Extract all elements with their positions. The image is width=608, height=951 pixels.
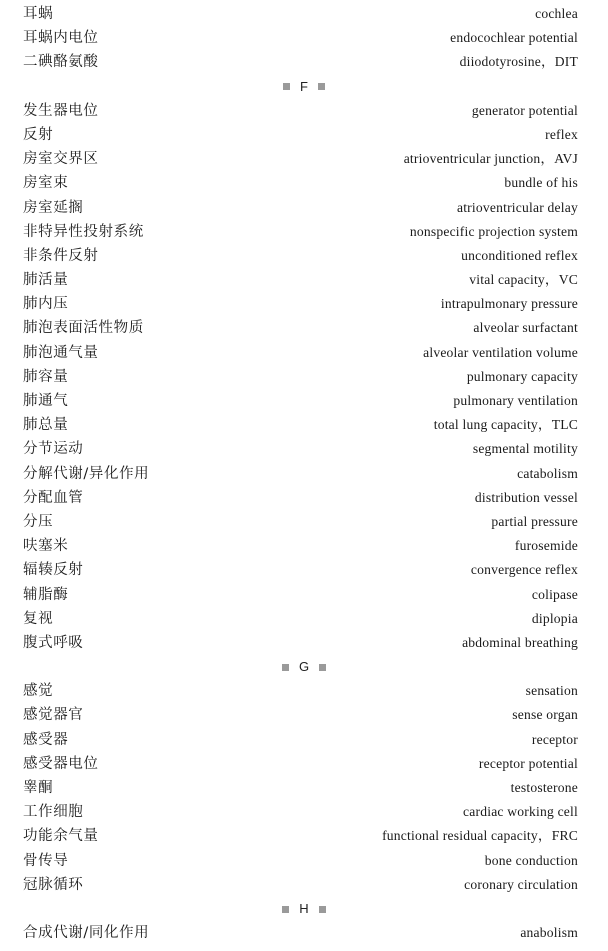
term-english: cardiac working cell	[463, 804, 578, 820]
term-english: anabolism	[520, 925, 578, 941]
term-chinese: 非条件反射	[23, 247, 99, 264]
glossary-entry	[0, 316, 608, 340]
glossary-entry	[0, 99, 608, 123]
term-chinese: 房室束	[23, 175, 69, 192]
section-letter: H	[299, 900, 309, 916]
term-english: diplopia	[531, 610, 578, 626]
term-english: receptor	[531, 731, 578, 747]
term-english: vital capacity，VC	[469, 272, 578, 288]
glossary-entry	[0, 703, 608, 727]
term-english: diiodotyrosine，DIT	[459, 54, 578, 70]
term-chinese: 冠脉循环	[23, 876, 84, 893]
term-chinese: 合成代谢/同化作用	[23, 925, 150, 942]
glossary-entry	[0, 196, 608, 220]
term-chinese: 肺活量	[23, 272, 69, 289]
term-english: colipase	[531, 586, 578, 602]
term-chinese: 房室延搁	[23, 199, 84, 216]
term-chinese: 分解代谢/异化作用	[23, 465, 150, 482]
glossary-entry	[0, 50, 608, 74]
term-chinese: 感觉	[23, 683, 54, 700]
term-english: catabolism	[517, 465, 578, 481]
term-english: intrapulmonary pressure	[440, 296, 578, 312]
section-divider	[0, 75, 608, 99]
term-chinese: 二碘酪氨酸	[23, 54, 99, 71]
divider-square-icon	[282, 906, 289, 913]
glossary-entry	[0, 2, 608, 26]
term-english: generator potential	[471, 102, 578, 118]
term-chinese: 非特异性投射系统	[23, 223, 144, 240]
glossary-entry	[0, 292, 608, 316]
term-chinese: 肺泡表面活性物质	[23, 320, 144, 337]
divider-square-icon	[283, 83, 290, 90]
term-english: partial pressure	[491, 513, 578, 529]
term-english: reflex	[545, 126, 578, 142]
section-divider	[0, 655, 608, 679]
term-english: convergence reflex	[470, 562, 578, 578]
glossary-entry	[0, 824, 608, 848]
glossary-entry	[0, 123, 608, 147]
glossary-entry	[0, 800, 608, 824]
term-english: alveolar surfactant	[473, 320, 578, 336]
glossary-entry	[0, 389, 608, 413]
term-chinese: 分节运动	[23, 441, 84, 458]
term-chinese: 肺通气	[23, 393, 69, 409]
term-chinese: 呋塞米	[23, 538, 69, 555]
glossary-entry	[0, 268, 608, 292]
divider-square-icon	[318, 83, 325, 90]
glossary-entry	[0, 921, 608, 945]
term-english: endocochlear potential	[450, 30, 578, 46]
term-english: sense organ	[512, 707, 578, 723]
term-english: pulmonary ventilation	[453, 393, 578, 408]
section-divider	[0, 897, 608, 921]
term-chinese: 分压	[23, 513, 54, 530]
term-chinese: 耳蜗	[23, 6, 54, 22]
term-english: coronary circulation	[464, 876, 578, 892]
term-chinese: 肺内压	[23, 296, 69, 313]
glossary-entry	[0, 607, 608, 631]
term-chinese: 工作细胞	[23, 804, 84, 821]
term-chinese: 发生器电位	[23, 102, 99, 119]
term-chinese: 肺泡通气量	[23, 344, 99, 361]
term-chinese: 感受器	[23, 731, 69, 748]
glossary-entry	[0, 147, 608, 171]
term-chinese: 功能余气量	[23, 828, 99, 845]
glossary-entry	[0, 534, 608, 558]
term-english: sensation	[525, 683, 578, 699]
term-chinese: 肺总量	[23, 417, 69, 434]
term-chinese: 耳蜗内电位	[23, 30, 99, 47]
glossary-entry	[0, 679, 608, 703]
section-letter: G	[298, 659, 310, 675]
term-english: atrioventricular junction，AVJ	[403, 151, 578, 167]
glossary-entry	[0, 873, 608, 897]
glossary-entry	[0, 413, 608, 437]
term-chinese: 辐辏反射	[23, 562, 84, 579]
glossary-entry	[0, 849, 608, 873]
term-english: bundle of his	[504, 175, 578, 191]
glossary-entry	[0, 26, 608, 50]
term-english: segmental motility	[472, 441, 578, 457]
section-letter: F	[300, 78, 308, 94]
term-chinese: 腹式呼吸	[23, 634, 84, 651]
glossary-list	[0, 2, 608, 945]
divider-square-icon	[282, 664, 289, 671]
glossary-entry	[0, 244, 608, 268]
glossary-entry	[0, 558, 608, 582]
term-english: alveolar ventilation volume	[423, 344, 578, 360]
glossary-entry	[0, 220, 608, 244]
term-chinese: 房室交界区	[23, 151, 99, 168]
glossary-entry	[0, 171, 608, 195]
term-chinese: 复视	[23, 610, 54, 627]
glossary-entry	[0, 341, 608, 365]
term-english: furosemide	[514, 538, 578, 554]
term-english: total lung capacity，TLC	[433, 417, 578, 433]
term-english: unconditioned reflex	[461, 247, 578, 263]
term-english: nonspecific projection system	[409, 223, 578, 239]
term-english: abdominal breathing	[462, 634, 578, 650]
term-english: testosterone	[510, 780, 578, 795]
divider-square-icon	[319, 906, 326, 913]
term-chinese: 反射	[23, 126, 54, 143]
term-chinese: 睾酮	[23, 780, 54, 796]
glossary-entry	[0, 486, 608, 510]
term-chinese: 感觉器官	[23, 707, 84, 724]
term-chinese: 肺容量	[23, 368, 69, 385]
term-chinese: 感受器电位	[23, 755, 99, 772]
term-english: distribution vessel	[474, 489, 578, 505]
term-english: pulmonary capacity	[466, 368, 578, 384]
divider-square-icon	[319, 664, 326, 671]
glossary-entry	[0, 437, 608, 461]
term-english: cochlea	[535, 6, 578, 21]
term-english: bone conduction	[484, 852, 578, 868]
term-english: atrioventricular delay	[456, 199, 578, 215]
glossary-entry	[0, 583, 608, 607]
glossary-entry	[0, 365, 608, 389]
term-english: receptor potential	[478, 755, 578, 771]
term-english: functional residual capacity，FRC	[382, 828, 578, 844]
term-chinese: 辅脂酶	[23, 586, 69, 603]
glossary-entry	[0, 728, 608, 752]
term-chinese: 骨传导	[23, 852, 69, 869]
glossary-entry	[0, 776, 608, 800]
term-chinese: 分配血管	[23, 489, 84, 506]
glossary-entry	[0, 510, 608, 534]
glossary-entry	[0, 462, 608, 486]
glossary-entry	[0, 631, 608, 655]
glossary-entry	[0, 752, 608, 776]
